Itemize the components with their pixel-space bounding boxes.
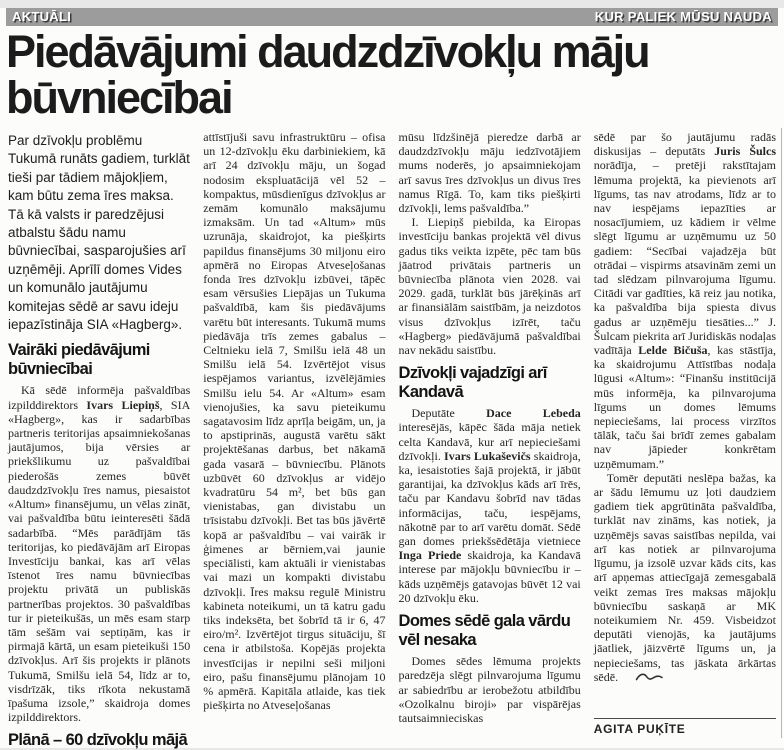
body-paragraph: attīstījuši savu infrastruktūru – ofisa un 12-dzīvokļu ēku darbiniekiem, kā arī 24 dzīvokļu māju, un šogad nodosim ekspluatācijā vēl 52 – kompaktus, mūsdienīgus dzīvokļus ar zemām komunālo maksājumu izmaksām. Un tad «Altum» mūs uzrunāja, skaidrojot, ka piešķirts papildus finansējums 30 miljonu eiro apmērā no Eiropas Atveseļošanas fonda īres dzīvokļu izbūvei, tāpēc esam vērsušies Liepājas un Tukuma pašvaldībā, kam šis piedāvājums varētu būt interesants. Tukumā mums piedāvāja trīs zemes gabalus – Celtnieku ielā 7, Smilšu ielā 48 un Smilšu ielā 54. Izvērtējot visus iespējamos variantus, izvēlējāmies Smilšu ielu 54. Ar «Altum» esam vienojušies, ka savu pieteikumu sagatavosim līdz aprīļa beigām, un, ja to apstiprinās, augustā varētu sākt projektēšanas darbus, bet nākamā gada vasarā – būvniecību. Plānots uzbūvēt 60 dzīvokļus ar vidējo kvadratūru 54 m², bet būs gan vienistabas, gan divistabu un trīsistabu dzīvokļi. Bet tas būs jāvērtē kopā ar pašvaldību – vai vairāk ir ģimenes ar bērniem,vai jaunie speciālisti, kam aktuāli ir vienistabas vai mazi un kompakti divistabu dzīvokļi. Īres maksu regulē Ministru kabineta noteikumi, un tā katru gadu tiks indeksēta, bet šobrīd tā ir 6, 47 eiro/m². Izvērtējot tirgus situāciju, šī cena ir atbilstoša. Kopējās projekta investīcijas ir nepilni seši miljoni eiro, pašu finansējumu plānojam 10 % apmērā. Kapitāla atlaide, kas tiek piešķirta no Atveseļošanas	[203, 130, 386, 713]
section-heading-council: Domes sēdē gala vārdu vēl nesaka	[398, 612, 571, 650]
column-1	[8, 130, 191, 750]
lead-paragraph: Par dzīvokļu problēmu Tukumā runāts gadiem, turklāt tieši par tādiem mājokļiem, kam būtu zema īres maksa. Tā kā valsts ir paredzējusi atbalstu šādu namu būvniecībai, sasparojušies arī uzņēmēji. Aprīlī domes Vides un komunālo jautājumu komitejas sēdē ar savu ideju iepazīstināja SIA «Hagberg».	[8, 133, 190, 333]
scan-edge-artifact	[781, 128, 782, 738]
column-2	[203, 130, 385, 736]
article-columns	[8, 130, 777, 750]
byline: AGITA PUĶĪTE	[594, 718, 776, 736]
body-paragraph: Kā sēdē informēja pašvaldības izpilddirektors Ivars Liepiņš, SIA «Hagberg», kas ir sadarbības partneris teritorijas apsaimniekošanas jautājumos, bija vērsies ar priekšlikumu uz pašvaldībai piederošās zemes būvēt daudzdzīvokļu īres namus, piesaistot «Altum» finansējumu, un vēlas zināt, vai pašvaldība būtu ieinteresēti šādā sadarbībā. “Mēs parādījām tās teritorijas, ko piedāvājām arī Eiropas Investīciju bankai, kas arī vēlas īstenot īres namu būvniecības projektu privātā un publiskās partnerības projektos. 30 pašvaldības tur ir pieteikušās, un mēs esam starp tām sešām vai septiņām, kas ir pirmajā kārtā, un esam pieteikuši 150 dzīvokļus. Arī šis projekts ir plānots Tukumā, Smilšu ielā 54, līdz ar to, visdrīzāk, tiks rīkota nekustamā īpašuma izsole,” skaidroja domes izpilddirektors.	[8, 383, 191, 725]
body-paragraph: I. Liepiņš piebilda, ka Eiropas investīciju bankas projektā vēl divus gadus tiks veikta izpēte, pēc tam būs jāatrod privātais partneris un būvniecība plānota vien 2028. vai 2029. gadā, turklāt būs jārēķinās arī ar finansiālām saistībām, ja neizdotos visus dzīvokļus izīrēt, taču «Hagberg» piedāvājumā pašvaldībai nav nekādu saistību.	[398, 215, 581, 358]
article-headline: Piedāvājumi daudzdzīvokļu māju būvniecībai	[6, 26, 649, 123]
body-paragraph: Deputāte Dace Lebeda interesējās, kāpēc šāda māja netiek celta Kandavā, kur arī nepieciešami dzīvokļi. Ivars Lukaševičs skaidroja, ka, iesaistoties šajā projektā, ir jābūt garantijai, ka dzīvokļus kāds arī īrēs, taču par Kandavu šobrīd nav tādas informācijas, taču, iespējams, nākotnē par to arī varētu domāt. Sēdē gan domes priekšsēdētāja vietniece Inga Priede skaidroja, ka Kandavā interese par mājokļu būvniecību ir – kāds uzņēmējs gatavojas būvēt 12 vai 20 dzīvokļu ēku.	[398, 406, 581, 605]
body-paragraph: Domes sēdes lēmuma projekts paredzēja slēgt pilnvarojuma līgumu ar sabiedrību ar ierobežotu atbildību «Ozolkalnu biroji» par vispārējas tautsaimnieciskas	[398, 654, 581, 725]
section-heading-offers: Vairāki piedāvājumi būvniecībai	[8, 341, 150, 379]
pen-flourish-icon	[622, 670, 663, 684]
column-4	[594, 130, 776, 736]
section-heading-60-apartments: Plānā – 60 dzīvokļu mājā	[8, 731, 188, 750]
section-heading-kandava: Dzīvokļi vajadzīgi arī Kandavā	[398, 364, 547, 402]
column-3	[399, 130, 581, 736]
body-paragraph: sēdē par šo jautājumu radās diskusijas – deputāts Juris Šulcs norādīja, – pretēji rakstītajam lēmuma projektā, ka pievienots arī līgums, tas nav atrodams, līdz ar to nav iespējams iepazīties ar nosacījumiem, uz kādiem ir vēlme slēgt līgumu ar uzņēmumu uz 50 gadiem: “Secībai vajadzēja būt otrādai – vispirms atsavinām zemi un tad slēdzam pilnvarojuma līgumu. Citādi var gadīties, kā reiz jau notika, ka pašvaldība bija spiesta divus gadus ar uzņēmēju tiesāties...” J. Šulcam piekrita arī Juridiskās nodaļas vadītāja Lelde Bičuša, kas stāstīja, ka skaidrojumu Attīstības nodaļa lūgusi «Altum»: “Finanšu institūcijā mūs informēja, ka pilnvarojuma līgums un domes lēmums nepieciešams, lai process virzītos tālāk, taču šai brīdī zemes gabalam nav jāpieder konkrētam uzņēmumam.”	[593, 130, 777, 471]
body-paragraph	[594, 471, 776, 684]
masthead-left-label: AKTUĀLI	[12, 9, 72, 24]
body-paragraph: mūsu līdzšinējā pieredze darbā ar daudzdzīvokļu māju iedzīvotājiem mums noderēs, jo apsaimniekojam arī savus īres dzīvokļus un divus īres namus Rīgā. To, kam tiks piešķirti dzīvokļi, lems pašvaldība.”	[398, 130, 581, 216]
masthead-bar	[6, 8, 778, 26]
masthead-right-label: KUR PALIEK MŪSU NAUDA	[594, 9, 772, 24]
paragraph-text: Tomēr deputāti neslēpa bažas, ka ar šādu lēmumu uz ļoti daudziem gadiem tiek apgrūtināta pašvaldība, turklāt nav zināms, kas notiek, ja uzņēmējs savas saistības nepilda, vai arī kas notiek ar pilnvarojuma līgumu, ja izsolē uzvar kāds cits, kas arī apņemas attiecīgajā zemesgabalā veikt zemas īres maksas mājokļu būvniecību saskaņā ar MK noteikumiem Nr. 459. Visbeidzot deputāti vienojās, ka jautājums jāatliek, jāizvērtē līgums un, ja nepieciešams, tas jāskata ārkārtas sēdē.	[593, 470, 776, 684]
newspaper-page	[0, 8, 784, 748]
